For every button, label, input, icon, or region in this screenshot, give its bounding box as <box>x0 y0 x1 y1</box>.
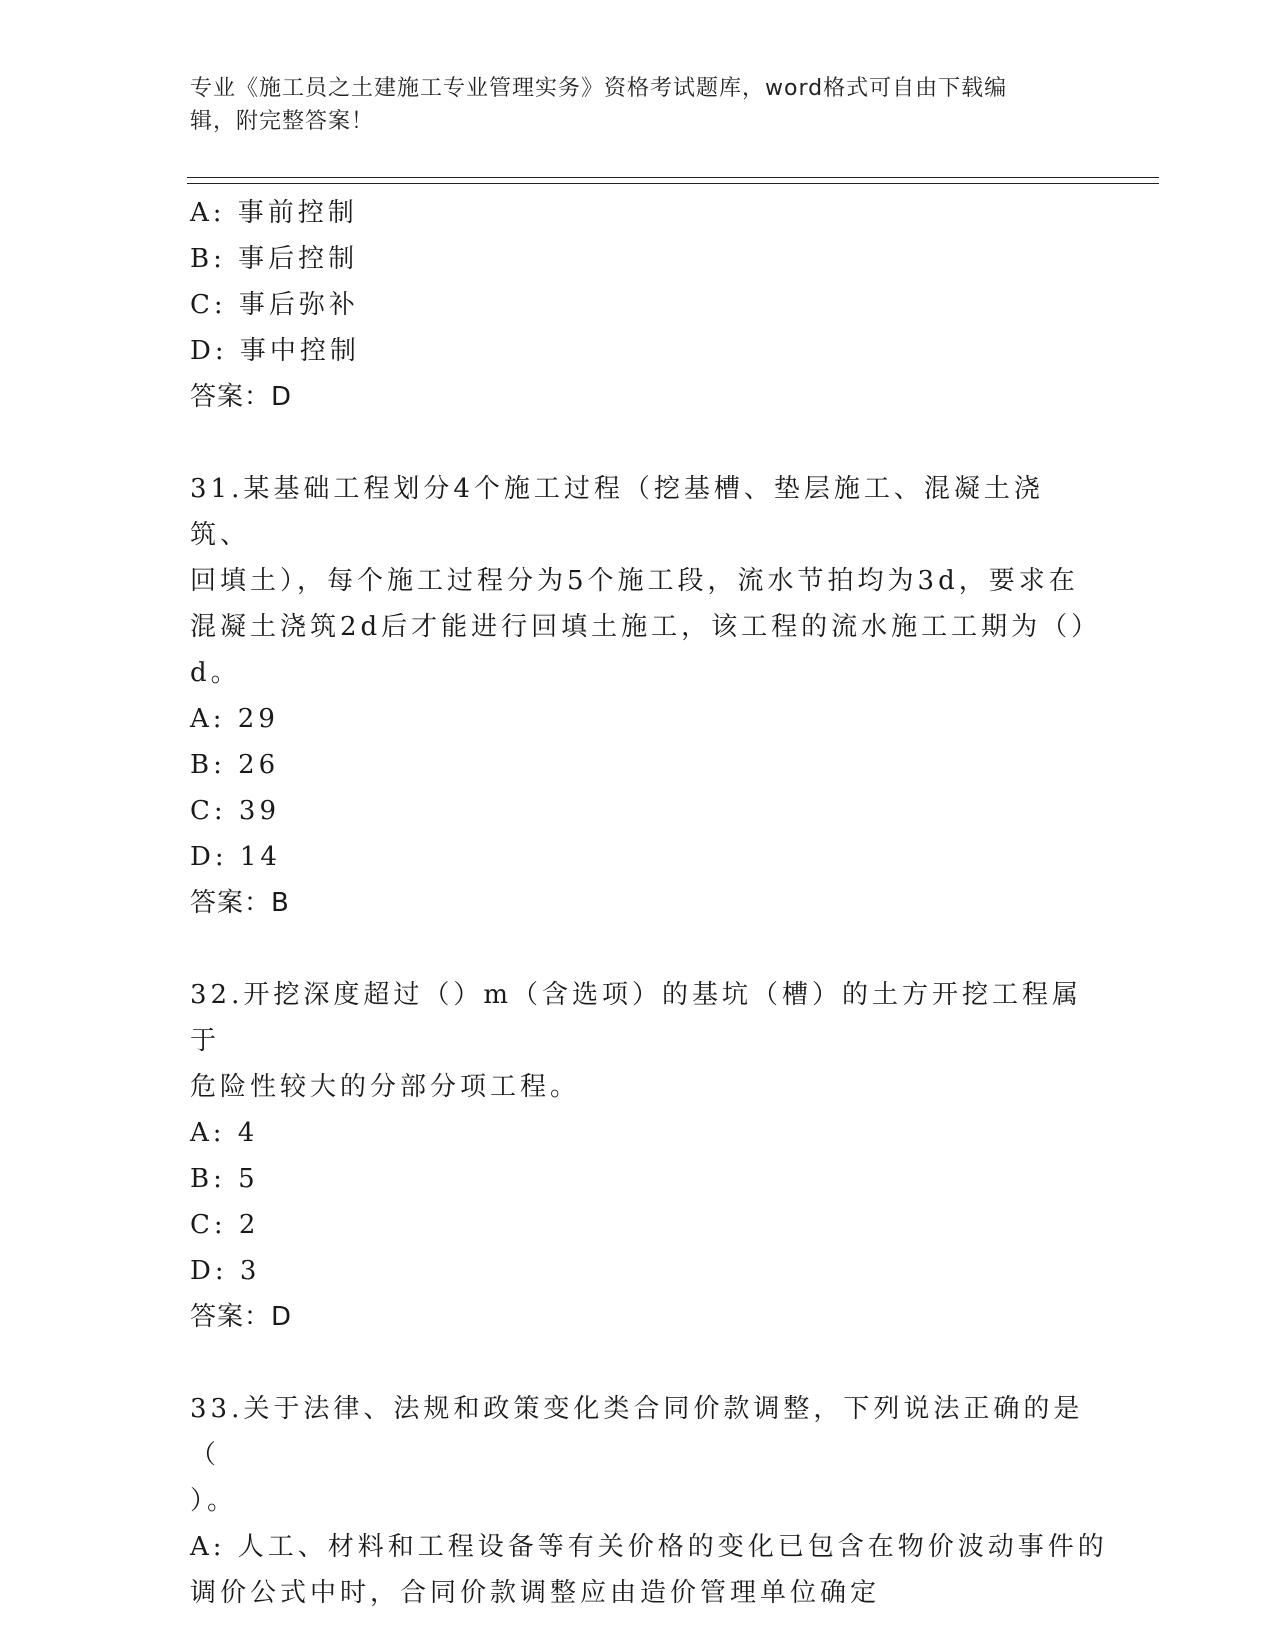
answer-line: 答案：B <box>190 888 290 918</box>
header-rule-bottom <box>187 183 1159 184</box>
option-b: B: 5 <box>190 1164 259 1194</box>
option-a: A: 4 <box>190 1118 259 1148</box>
question-block-32 <box>190 972 1090 1340</box>
option-c: C: 事后弥补 <box>190 290 359 320</box>
question-text-line: 32.开挖深度超过（）m（含选项）的基坑（槽）的土方开挖工程属于 <box>190 980 1083 1056</box>
question-text-line: 33.关于法律、法规和政策变化类合同价款调整，下列说法正确的是（ <box>190 1394 1084 1470</box>
question-text-line: 危险性较大的分部分项工程。 <box>190 1072 581 1102</box>
option-b: B: 事后控制 <box>190 244 359 274</box>
option-b: B: 26 <box>190 750 280 780</box>
header-rule-top <box>187 177 1159 178</box>
option-a: A: 事前控制 <box>190 198 358 228</box>
option-a-continuation: 调价公式中时，合同价款调整应由造价管理单位确定 <box>190 1578 881 1608</box>
question-text-line: 31.某基础工程划分4个施工过程（挖基槽、垫层施工、混凝土浇筑、 <box>190 474 1044 550</box>
question-block-31 <box>190 466 1102 926</box>
question-list <box>190 190 1108 1616</box>
question-text-line: 混凝土浇筑2d后才能进行回填土施工，该工程的流水施工工期为（） <box>190 612 1102 642</box>
option-d: D: 事中控制 <box>190 336 360 366</box>
question-block-30 <box>190 190 1090 420</box>
page-header <box>190 72 1090 138</box>
question-text-line: 回填土），每个施工过程分为5个施工段，流水节拍均为3d，要求在 <box>190 566 1079 596</box>
question-block-33 <box>190 1386 1108 1616</box>
answer-line: 答案：D <box>190 1302 293 1332</box>
question-text-line: ）。 <box>190 1486 238 1516</box>
option-c: C: 39 <box>190 796 281 826</box>
header-line-2: 辑，附完整答案！ <box>190 109 375 134</box>
header-line-1: 专业《施工员之土建施工专业管理实务》资格考试题库，word格式可自由下载编 <box>190 76 1008 101</box>
option-a: A: 29 <box>190 704 279 734</box>
option-d: D: 3 <box>190 1256 261 1286</box>
option-a: A: 人工、材料和工程设备等有关价格的变化已包含在物价波动事件的 <box>190 1532 1108 1562</box>
question-text-line: d。 <box>190 658 241 688</box>
answer-line: 答案：D <box>190 382 293 412</box>
option-c: C: 2 <box>190 1210 260 1240</box>
option-d: D: 14 <box>190 842 281 872</box>
